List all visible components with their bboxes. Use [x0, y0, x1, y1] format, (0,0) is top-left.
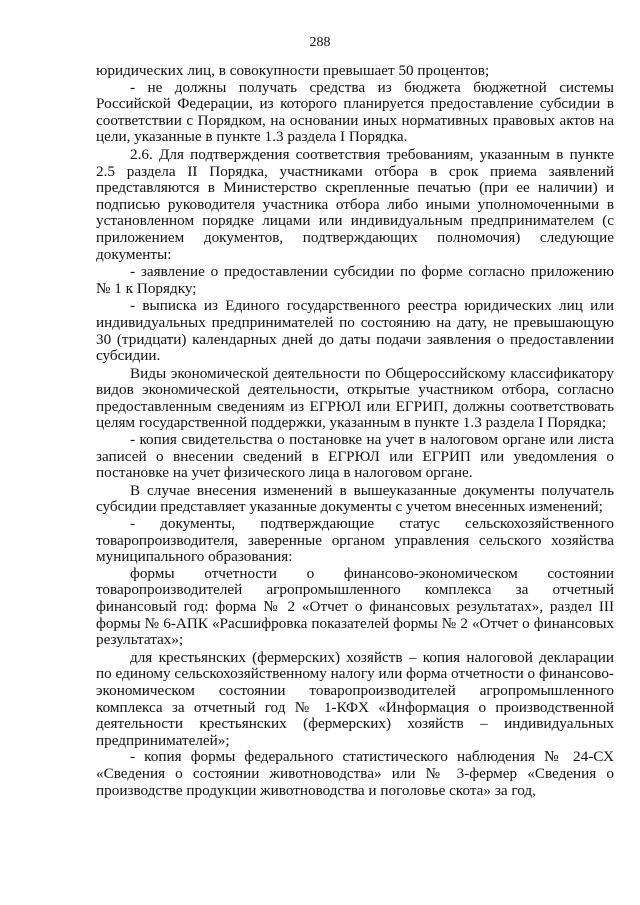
- list-item-statistical-form: - копия формы федерального статистического наблюдения № 24-СХ «Сведения о состоянии животноводства» или № 3-фермер «Сведения о производстве продукции животноводства и поголовье скота» за год,: [96, 748, 614, 799]
- list-item-tax-certificate: - копия свидетельства о постановке на учет в налоговом органе или листа записей о внесении сведений в ЕГРЮЛ или ЕГРИП или уведомления о постановке на учет физического лица в налоговом органе.: [96, 431, 614, 482]
- list-item-status-documents: - документы, подтверждающие статус сельскохозяйственного товаропроизводителя, заверенные органом управления сельского хозяйства муниципального образования:: [96, 515, 614, 566]
- paragraph-2-6: 2.6. Для подтверждения соответствия требованиям, указанным в пункте 2.5 раздела II Порядка, участниками отбора в срок приема заявлений представляются в Министерство скрепленные печатью (при ее наличии) и подписью руководителя участника отбора либо иными уполномоченными в установленном порядке лицами или индивидуальным предпринимателем (с приложением документов, подтверждающих полномочия) следующие документы:: [96, 145, 614, 263]
- paragraph-continuation: юридических лиц, в совокупности превышает 50 процентов;: [96, 62, 490, 79]
- list-item-registry-extract: - выписка из Единого государственного реестра юридических лиц или индивидуальных предпринимателей по состоянию на дату, не превышающую 30 (тридцати) календарных дней до даты подачи заявления о предоставлении субсидии.: [96, 297, 614, 365]
- list-item-application: - заявление о предоставлении субсидии по форме согласно приложению № 1 к Порядку;: [96, 263, 614, 297]
- paragraph-economic-activities: Виды экономической деятельности по Общероссийскому классификатору видов экономической деятельности, открытые участником отбора, согласно предоставленным сведениям из ЕГРЮЛ или ЕГРИП, должны соответствовать целям государственной поддержки, указанным в пункте 1.3 раздела I Порядка;: [96, 364, 614, 432]
- page-number: 288: [309, 35, 331, 50]
- paragraph-no-budget-funds: - не должны получать средства из бюджета бюджетной системы Российской Федерации, из которого планируется предоставление субсидии в соответствии с Порядком, на основании иных нормативных правовых актов на цели, указанные в пункте 1.3 раздела I Порядка.: [96, 78, 614, 146]
- paragraph-peasant-farms: для крестьянских (фермерских) хозяйств – копия налоговой декларации по единому сельскохозяйственному налогу или форма отчетности о финансово-экономическом состоянии товаропроизводителей агропромышленного комплекса за отчетный год № 1-КФХ «Информация о производственной деятельности крестьянских (фермерских) хозяйств – индивидуальных предпринимателей»;: [96, 648, 614, 749]
- paragraph-document-changes: В случае внесения изменений в вышеуказанные документы получатель субсидии представляет указанные документы с учетом внесенных изменений;: [96, 481, 614, 516]
- paragraph-reporting-forms: формы отчетности о финансово-экономическом состоянии товаропроизводителей агропромышленного комплекса за отчетный финансовый год: форма № 2 «Отчет о финансовых результатах», раздел III формы № 6-АПК «Расшифровка показателей формы № 2 «Отчет о финансовых результатах»;: [96, 564, 614, 649]
- document-body: [96, 63, 614, 799]
